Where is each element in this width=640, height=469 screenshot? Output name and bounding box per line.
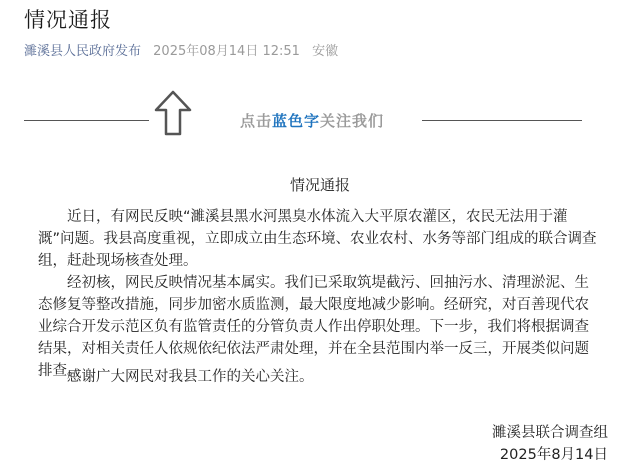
cta-prefix: 点击 xyxy=(240,112,273,130)
notice-paragraph: 感谢广大网民对我县工作的关心关注。 xyxy=(67,369,314,385)
divider-right xyxy=(422,120,582,121)
author-link[interactable]: 濉溪县人民政府发布 xyxy=(24,44,142,59)
follow-cta[interactable] xyxy=(240,110,384,131)
signature-date: 2025年8月14日 xyxy=(499,447,608,463)
cta-highlight[interactable]: 蓝色字 xyxy=(272,112,321,130)
notice-paragraph: 经初核，网民反映情况基本属实。我们已采取筑堤截污、回抽污水、清理淤泥、生态修复等整改措施，同步加密水质监测，最大限度地减少影响。经研究，对百善现代农业综合开发示范区负有监管责任的分管负责人作出停职处理。下一步，我们将根据调查结果，对相关责任人依规依纪依法严肃处理，并在全县范围内举一反三，开展类似问题排查。 xyxy=(38,275,589,379)
notice-paragraph: 近日，有网民反映“濉溪县黑水河黑臭水体流入大平原农灌区，农民无法用于灌溉”问题。我县高度重视，立即成立由生态环境、农业农村、水务等部门组成的联合调查组，赶赴现场核查处理。 xyxy=(38,209,597,269)
publish-time: 2025年08月14日 12:51 xyxy=(153,44,300,59)
article-meta xyxy=(24,40,346,59)
publish-region: 安徽 xyxy=(312,44,339,59)
cta-suffix: 关注我们 xyxy=(320,112,385,130)
up-arrow-icon xyxy=(153,90,193,136)
article-title: 情况通报 xyxy=(24,8,112,32)
follow-banner[interactable] xyxy=(0,90,640,140)
signature: 濉溪县联合调查组 xyxy=(492,425,608,441)
notice-heading: 情况通报 xyxy=(289,176,350,194)
divider-left xyxy=(24,120,149,121)
